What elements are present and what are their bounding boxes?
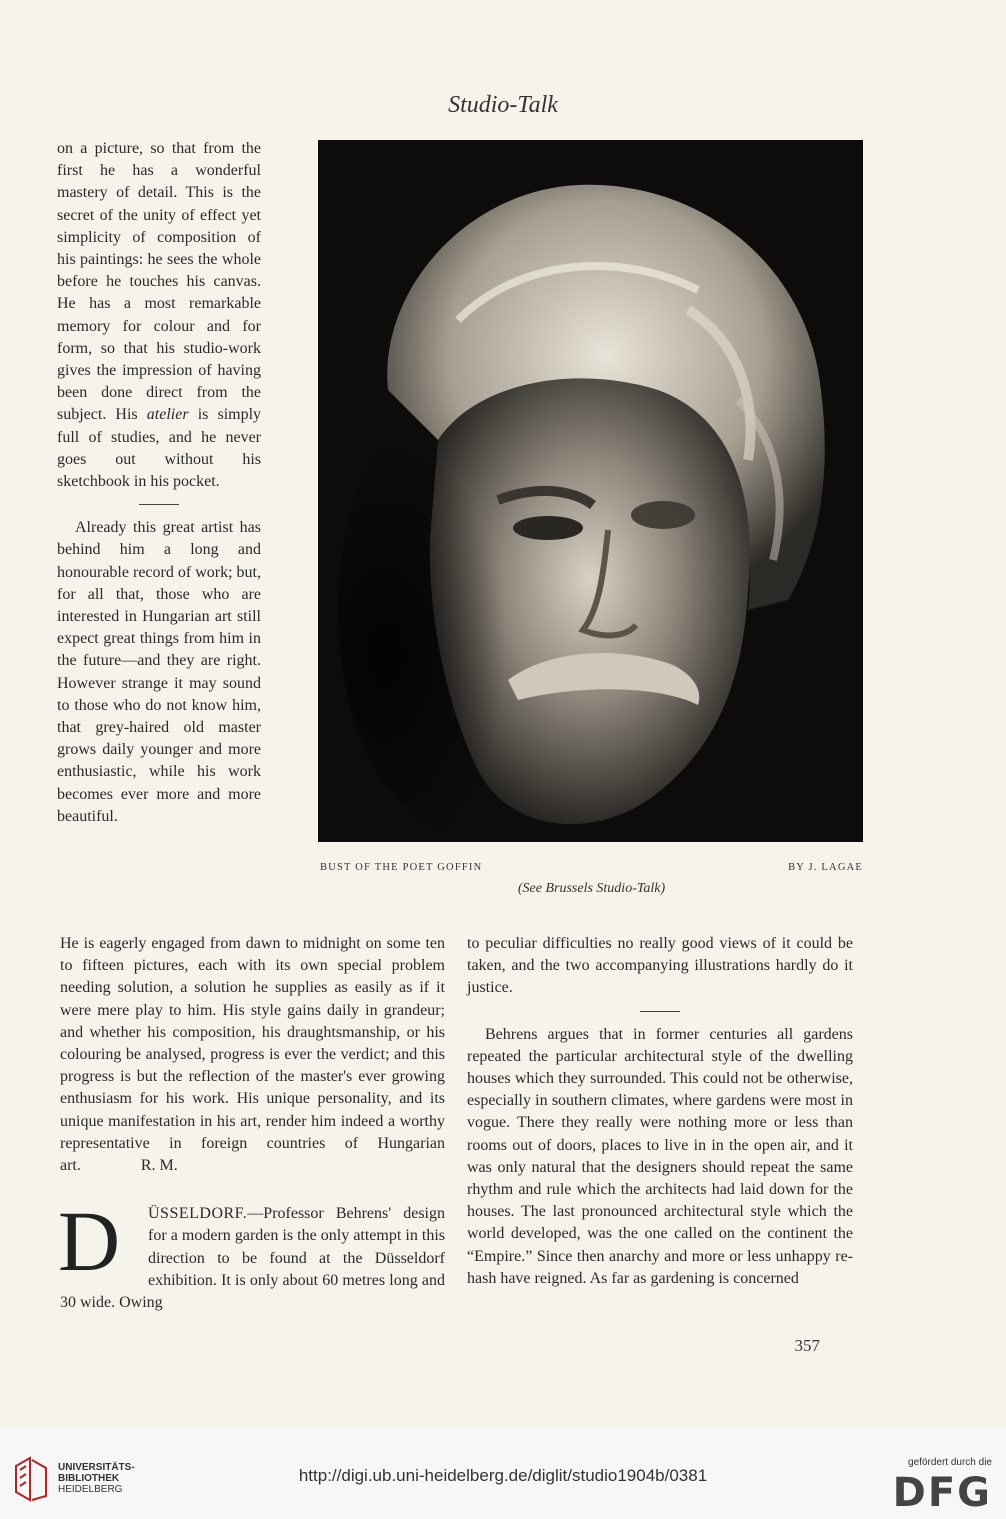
university-library-name: UNIVERSITÄTS- BIBLIOTHEK HEIDELBERG <box>58 1462 135 1495</box>
permalink-url[interactable]: http://digi.ub.uni-heidelberg.de/diglit/studio1904b/0381 <box>298 1466 708 1485</box>
paragraph-1: on a picture, so that from the first he has a wonderful mastery of detail. This is the secret of the unity of effect yet simplicity of composition of his paintings: he sees the whole before he touches his canvas. He has a most remarkable memory for colour and for form, so that his studio-work gives the impression of having been done direct from the subject. His atelier is simply full of studies, and he never goes out without his sketchbook in his pocket. <box>57 140 262 491</box>
bust-photograph <box>318 140 863 842</box>
caption-reference: (See Brussels Studio-Talk) <box>517 881 666 896</box>
bust-image <box>318 140 863 842</box>
bottom-left-column <box>60 933 445 1314</box>
paragraph-5: Behrens argues that in former centuries all gardens repeated the particular architectural style of the dwelling houses which they surrounded. This could not be otherwise, especially in southern climates, where gardens were most in vogue. There they really were nothing more or less than rooms out of doors, places to live in in the open air, and it was only natural that the designers should repeat the same rhythm and rule which the architects had laid down for the houses. The last pronounced architectural style which the world developed, was the one called on the continent the “Empire.” Since then anarchy and more or less unhappy re-hash have reigned. As far as gardening is concerned <box>467 1025 853 1287</box>
paragraph-3: He is eagerly engaged from dawn to midnight on some ten to fifteen pictures, each with its own special problem needing solution, a solution he supplies as easily as if it were mere play to him. His style gains daily in grandeur; and whether his composition, his draughtsmanship, or his colouring be analysed, progress is ever the verdict; and this progress is but the reflection of the master's ever growing enthusiasm for his work. His unique personality, and its unique manifestation in his art, render him indeed a worthy representative in foreign countries of Hungarian art. R. M. <box>60 935 445 1175</box>
dusseldorf-paragraph: D ÜSSELDORF.—Professor Behrens' design for a modern garden is the only attempt in this direction to be found at the Düsseldorf exhibition. It is only about 60 metres long and 30 wide. Owing <box>58 1193 445 1312</box>
left-column <box>57 138 261 828</box>
caption-artist: BY J. LAGAE <box>788 862 863 873</box>
paragraph-2: Already this great artist has behind him a long and honourable record of work; but, for all that, those who are interested in Hungarian art still expect great things from him in the future—and they are right. However strange it may sound to those who do not know him, that grey-haired old master grows daily younger and more enthusiastic, while his work becomes ever more and more beautiful. <box>57 519 261 825</box>
paragraph-4: to peculiar difficulties no really good views of it could be taken, and the two accompanying illustrations hardly do it justice. <box>467 935 853 997</box>
dusseldorf-heading: ÜSSELDORF. <box>148 1205 248 1223</box>
running-head: Studio-Talk <box>448 92 558 118</box>
caption-title: BUST OF THE POET GOFFIN <box>320 862 483 873</box>
bottom-right-column <box>467 933 853 1290</box>
italic-atelier: atelier <box>146 406 189 424</box>
drop-cap: D <box>58 1193 121 1290</box>
section-divider-2 <box>640 1011 680 1012</box>
funding-label: gefördert durch die <box>908 1457 992 1468</box>
dfg-logo[interactable]: DFG <box>892 1470 992 1516</box>
section-divider <box>139 504 179 505</box>
page-number: 357 <box>794 1336 820 1355</box>
signature: R. M. <box>140 1157 178 1175</box>
